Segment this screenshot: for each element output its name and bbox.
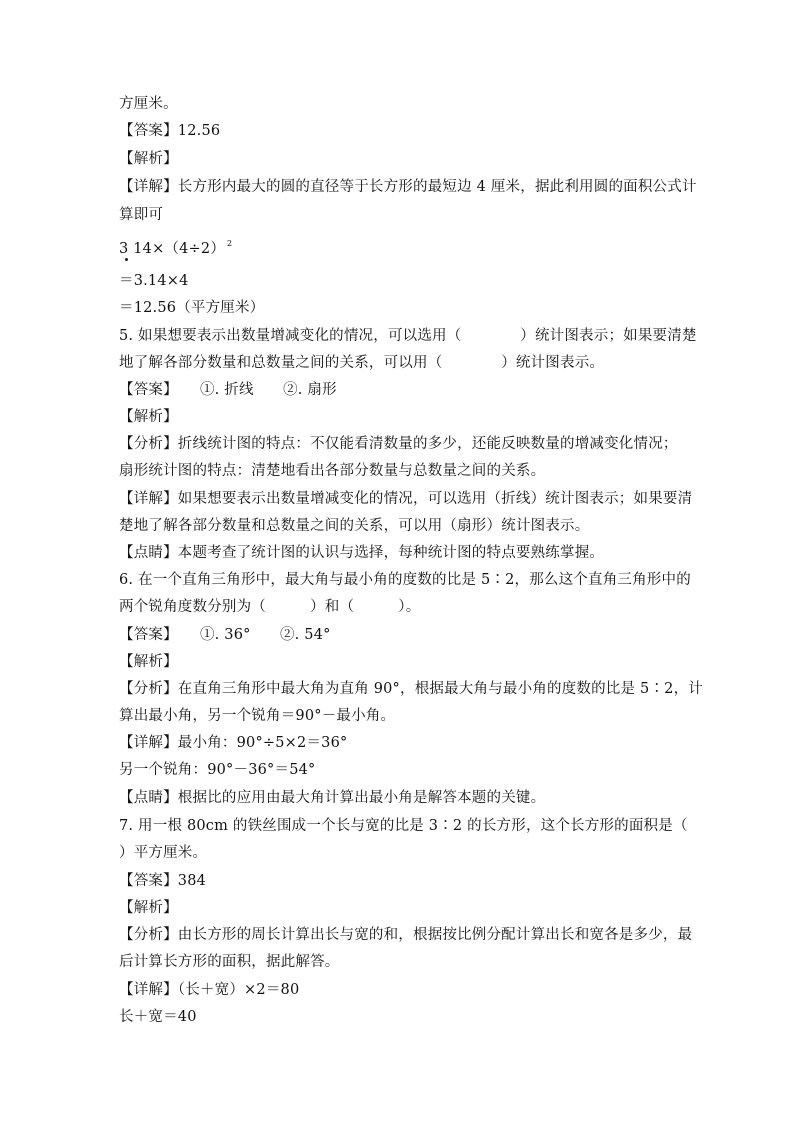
question-line: 6. 在一个直角三角形中，最大角与最小角的度数的比是 5∶2，那么这个直角三角形中的 (119, 572, 691, 588)
analysis-heading: 【解析】 (119, 900, 178, 916)
analysis-line: 【分析】在直角三角形中最大角为直角 90°，根据最大角与最小角的度数的比是 5∶2，计 (119, 681, 703, 697)
detail-line: 【详解】如果想要表示出数量增减变化的情况，可以选用（折线）统计图表示；如果要清 (119, 491, 693, 507)
analysis-line: 扇形统计图的特点：清楚地看出各部分数量与总数量之间的关系。 (119, 463, 546, 479)
text-line: 算即可 (119, 207, 164, 223)
answer-line: 【答案】 ①. 折线 ②. 扇形 (119, 382, 337, 398)
analysis-line: 算出最小角，另一个锐角＝90°－最小角。 (119, 708, 396, 724)
detail-line: 【详解】最小角：90°÷5×2＝36° (119, 735, 348, 751)
comment-line: 【点睛】本题考查了统计图的认识与选择，每种统计图的特点要熟练掌握。 (119, 545, 605, 561)
comment-line: 【点睛】根据比的应用由最大角计算出最小角是解答本题的关键。 (119, 790, 546, 806)
detail-line: 另一个锐角：90°－36°＝54° (119, 762, 316, 778)
analysis-line: 【分析】折线统计图的特点：不仅能看清数量的多少，还能反映数量的增减变化情况； (119, 436, 678, 452)
detail-line: 楚地了解各部分数量和总数量之间的关系，可以用（扇形）统计图表示。 (119, 518, 590, 534)
detail-line: 长＋宽＝40 (119, 1009, 197, 1025)
analysis-heading: 【解析】 (119, 654, 178, 670)
analysis-line: 【分析】由长方形的周长计算出长与宽的和，根据按比例分配计算出长和宽各是多少，最 (119, 927, 693, 943)
formula-text: 3 14×（4÷2） (119, 241, 226, 257)
question-line: 7. 用一根 80cm 的铁丝围成一个长与宽的比是 3∶2 的长方形，这个长方形的面积是（ (119, 818, 688, 834)
decimal-dot (125, 258, 128, 261)
formula-line: ＝12.56（平方厘米） (119, 300, 265, 316)
answer-line: 【答案】12.56 (119, 123, 221, 139)
text-line: 方厘米。 (119, 96, 178, 112)
formula-line: ＝3.14×4 (119, 273, 189, 289)
analysis-heading: 【解析】 (119, 409, 178, 425)
detail-line: 【详解】长方形内最大的圆的直径等于长方形的最短边 4 厘米，据此利用圆的面积公式计 (119, 179, 697, 195)
question-line: 5. 如果想要表示出数量增减变化的情况，可以选用（ ）统计图表示；如果要清楚 (119, 328, 697, 344)
formula-line (119, 234, 679, 259)
superscript: 2 (227, 239, 233, 248)
analysis-line: 后计算长方形的面积，据此解答。 (119, 954, 340, 970)
analysis-heading: 【解析】 (119, 151, 178, 167)
answer-line: 【答案】384 (119, 873, 207, 889)
detail-line: 【详解】（长＋宽）×2＝80 (119, 982, 300, 998)
question-line: ）平方厘米。 (119, 845, 208, 861)
answer-line: 【答案】 ①. 36° ②. 54° (119, 627, 331, 643)
question-line: 地了解各部分数量和总数量之间的关系，可以用（ ）统计图表示。 (119, 355, 605, 371)
question-line: 两个锐角度数分别为（ ）和（ ）。 (119, 599, 421, 615)
